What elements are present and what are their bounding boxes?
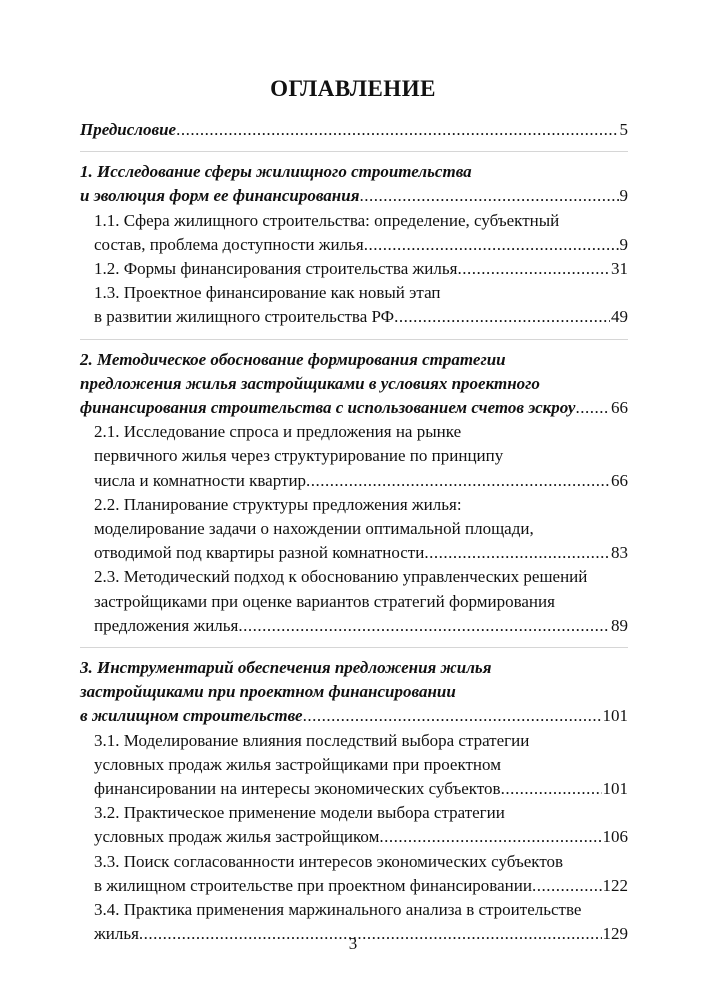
toc-page-number: 129 bbox=[602, 924, 628, 944]
toc-entry-text: 1.2. Формы финансирования строительства жилья bbox=[94, 259, 458, 279]
toc-entry-text: 2.2. Планирование структуры предложения жилья: bbox=[94, 494, 462, 514]
page-number: 3 bbox=[348, 934, 358, 953]
toc-entry-section-3-2 bbox=[80, 801, 628, 849]
page-title: ОГЛАВЛЕНИЕ bbox=[270, 76, 436, 101]
toc-entry-text: 1.3. Проектное финансирование как новый этап bbox=[94, 283, 441, 303]
toc-page-number: 122 bbox=[602, 875, 628, 895]
toc-leader-dots bbox=[306, 469, 610, 493]
table-of-contents bbox=[80, 118, 628, 947]
toc-page-number: 9 bbox=[619, 234, 628, 254]
toc-entry-text: застройщиками при оценке вариантов стратегий формирования bbox=[94, 591, 555, 611]
toc-entry-text: в жилищном строительстве при проектном финансировании bbox=[94, 875, 532, 895]
toc-entry-text: застройщиками при проектном финансировании bbox=[80, 682, 456, 702]
toc-entry-section-2-2 bbox=[80, 493, 628, 566]
toc-entry-text: предложения жилья застройщиками в условиях проектного bbox=[80, 373, 540, 393]
toc-entry-text: финансировании на интересы экономических субъектов bbox=[94, 779, 501, 799]
toc-entry-chapter-2 bbox=[80, 339, 628, 421]
toc-entry-text: 1.1. Сфера жилищного строительства: определение, субъектный bbox=[94, 210, 560, 230]
toc-leader-dots bbox=[359, 184, 618, 208]
toc-entry-text: 1. Исследование сферы жилищного строительства bbox=[80, 162, 472, 182]
toc-page-number: 5 bbox=[619, 120, 628, 139]
toc-entry-text: в жилищном строительстве bbox=[80, 706, 303, 726]
toc-entry-text: 3.4. Практика применения маржинального анализа в строительстве bbox=[94, 900, 582, 920]
toc-entry-text: и эволюция форм ее финансирования bbox=[80, 186, 360, 206]
toc-entry-chapter-3 bbox=[80, 647, 628, 729]
toc-page-number: 101 bbox=[602, 706, 628, 726]
toc-leader-dots bbox=[501, 777, 602, 801]
toc-leader-dots bbox=[238, 614, 610, 638]
toc-entry-text: условных продаж жилья застройщиками при проектном bbox=[94, 754, 501, 774]
toc-entry-text: моделирование задачи о нахождении оптимальной площади, bbox=[94, 519, 534, 539]
toc-entry-preface bbox=[80, 118, 628, 142]
toc-entry-text: 2.3. Методический подход к обоснованию управленческих решений bbox=[94, 567, 588, 587]
toc-leader-dots bbox=[379, 825, 601, 849]
toc-page-number: 83 bbox=[611, 543, 628, 563]
toc-entry-text: 2.1. Исследование спроса и предложения на рынке bbox=[94, 422, 462, 442]
toc-leader-dots bbox=[424, 541, 610, 565]
toc-page-number: 66 bbox=[611, 398, 628, 418]
toc-entry-text: предложения жилья bbox=[94, 615, 239, 635]
toc-entry-chapter-1 bbox=[80, 151, 628, 208]
toc-entry-text: 3.2. Практическое применение модели выбора стратегии bbox=[94, 803, 505, 823]
toc-leader-dots bbox=[394, 305, 610, 329]
toc-entry-text: 3. Инструментарий обеспечения предложения жилья bbox=[80, 658, 492, 678]
toc-entry-section-3-3 bbox=[80, 850, 628, 898]
toc-page-number: 31 bbox=[611, 259, 628, 279]
toc-page-number: 89 bbox=[611, 615, 628, 635]
toc-entry-text: первичного жилья через структурирование по принципу bbox=[94, 446, 504, 466]
toc-page-number: 49 bbox=[611, 307, 628, 327]
toc-entry-text: Предисловие bbox=[80, 120, 177, 139]
toc-entry-text: отводимой под квартиры разной комнатности bbox=[94, 543, 425, 563]
toc-entry-text: условных продаж жилья застройщиком bbox=[94, 827, 380, 847]
toc-entry-section-3-1 bbox=[80, 729, 628, 802]
toc-leader-dots bbox=[364, 233, 619, 257]
toc-entry-text: финансирования строительства с использованием счетов эскроу bbox=[80, 398, 576, 418]
toc-entry-section-1-1 bbox=[80, 209, 628, 257]
toc-leader-dots bbox=[303, 704, 602, 728]
toc-entry-text: 2. Методическое обоснование формирования стратегии bbox=[80, 349, 506, 369]
toc-entry-section-2-3 bbox=[80, 565, 628, 638]
toc-leader-dots bbox=[176, 118, 618, 142]
toc-entry-text: состав, проблема доступности жилья bbox=[94, 234, 364, 254]
toc-leader-dots bbox=[457, 257, 610, 281]
toc-entry-text: жилья bbox=[94, 924, 139, 944]
toc-page-number: 106 bbox=[602, 827, 628, 847]
toc-entry-section-2-1 bbox=[80, 420, 628, 493]
toc-entry-text: 3.3. Поиск согласованности интересов экономических субъектов bbox=[94, 851, 564, 871]
toc-entry-section-1-2 bbox=[80, 257, 628, 281]
toc-entry-text: числа и комнатности квартир bbox=[94, 470, 307, 490]
toc-leader-dots bbox=[575, 396, 610, 420]
toc-page-number: 66 bbox=[611, 470, 628, 490]
toc-page-number: 9 bbox=[619, 186, 628, 206]
toc-entry-text: 3.1. Моделирование влияния последствий выбора стратегии bbox=[94, 730, 530, 750]
toc-leader-dots bbox=[532, 874, 602, 898]
toc-page-number: 101 bbox=[602, 779, 628, 799]
toc-entry-section-1-3 bbox=[80, 281, 628, 329]
toc-entry-text: в развитии жилищного строительства РФ bbox=[94, 307, 395, 327]
